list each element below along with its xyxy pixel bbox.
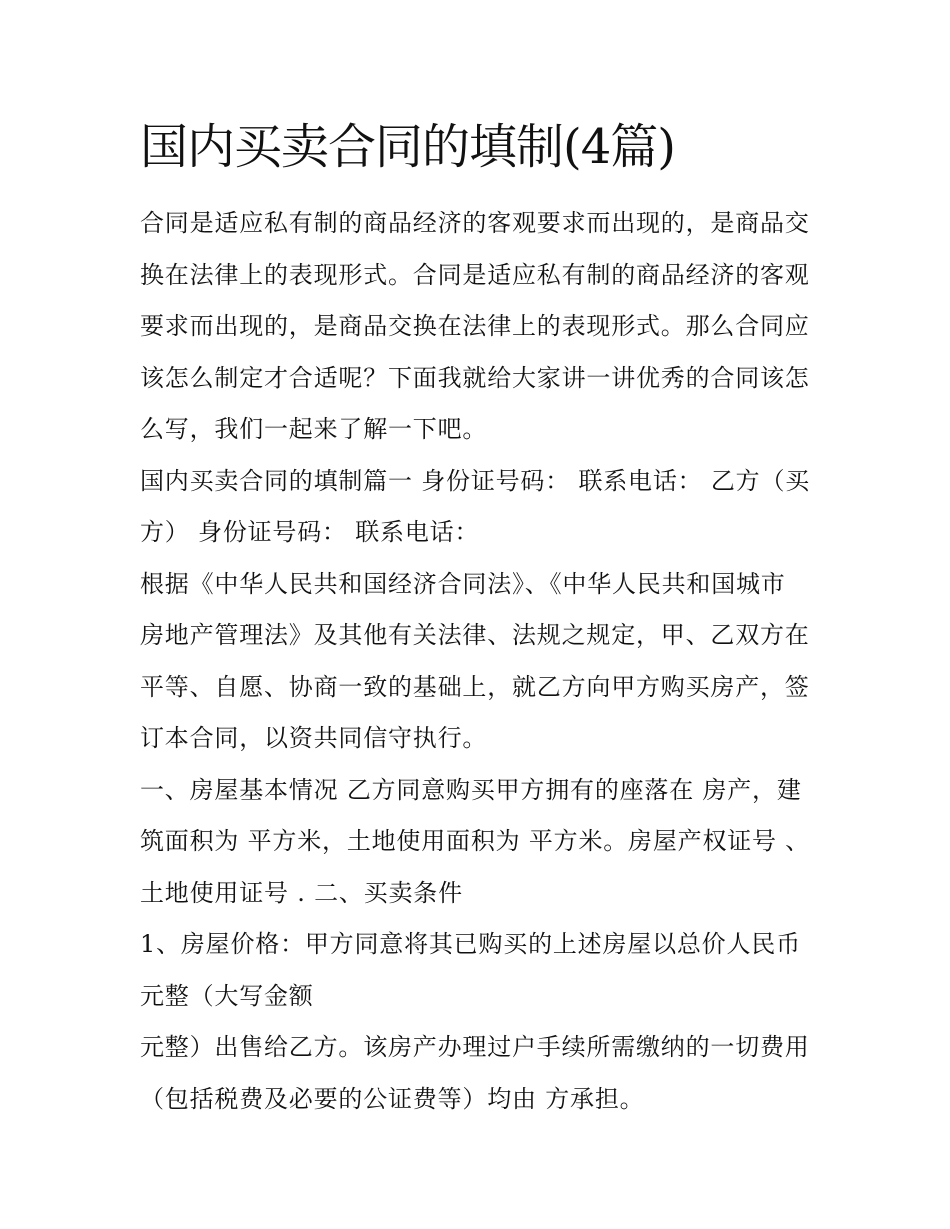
paragraph-line: 合同是适应私有制的商品经济的客观要求而出现的，是商品交 xyxy=(140,209,810,237)
paragraph-line: 元整）出售给乙方。该房产办理过户手续所需缴纳的一切费用 xyxy=(140,1033,810,1061)
paragraph-price xyxy=(140,919,815,1022)
paragraph-line: 房地产管理法》及其他有关法律、法规之规定，甲、乙双方在 xyxy=(140,621,810,649)
paragraph-line: 1、房屋价格：甲方同意将其已购买的上述房屋以总价人民币 xyxy=(140,930,801,958)
paragraph-line: 该怎么制定才合适呢？下面我就给大家讲一讲优秀的合同该怎 xyxy=(140,363,810,392)
paragraph-line: 换在法律上的表现形式。合同是适应私有制的商品经济的客观 xyxy=(140,260,810,289)
paragraph-line: 元整（大写金额 xyxy=(140,981,314,1010)
paragraph-line: 方） 身份证号码： 联系电话： xyxy=(140,518,480,546)
paragraph-line: 订本合同，以资共同信守执行。 xyxy=(140,724,488,752)
paragraph-line: 一、房屋基本情况 乙方同意购买甲方拥有的座落在 房产，建 xyxy=(140,775,802,804)
paragraph-line: （包括税费及必要的公证费等）均由 方承担。 xyxy=(140,1084,645,1113)
paragraph-line: 国内买卖合同的填制篇一 身份证号码： 联系电话： 乙方（买 xyxy=(140,466,811,495)
paragraph-intro xyxy=(140,198,815,456)
paragraph-fees xyxy=(140,1022,815,1125)
document-body xyxy=(140,112,815,1125)
paragraph-line: 土地使用证号 . 二、买卖条件 xyxy=(140,878,463,907)
paragraph-line: 筑面积为 平方米，土地使用面积为 平方米。房屋产权证号 、 xyxy=(140,827,811,855)
document-title: 国内买卖合同的填制(4篇) xyxy=(140,119,675,175)
paragraph-contract-header xyxy=(140,456,815,559)
paragraph-line: 么写，我们一起来了解一下吧。 xyxy=(140,415,488,443)
paragraph-house-info xyxy=(140,765,815,920)
paragraph-line: 平等、自愿、协商一致的基础上，就乙方向甲方购买房产，签 xyxy=(140,672,810,701)
paragraph-line: 要求而出现的，是商品交换在法律上的表现形式。那么合同应 xyxy=(140,312,810,340)
paragraph-legal-basis xyxy=(140,559,815,765)
paragraph-line: 根据《中华人民共和国经济合同法》、《中华人民共和国城市 xyxy=(140,569,786,598)
